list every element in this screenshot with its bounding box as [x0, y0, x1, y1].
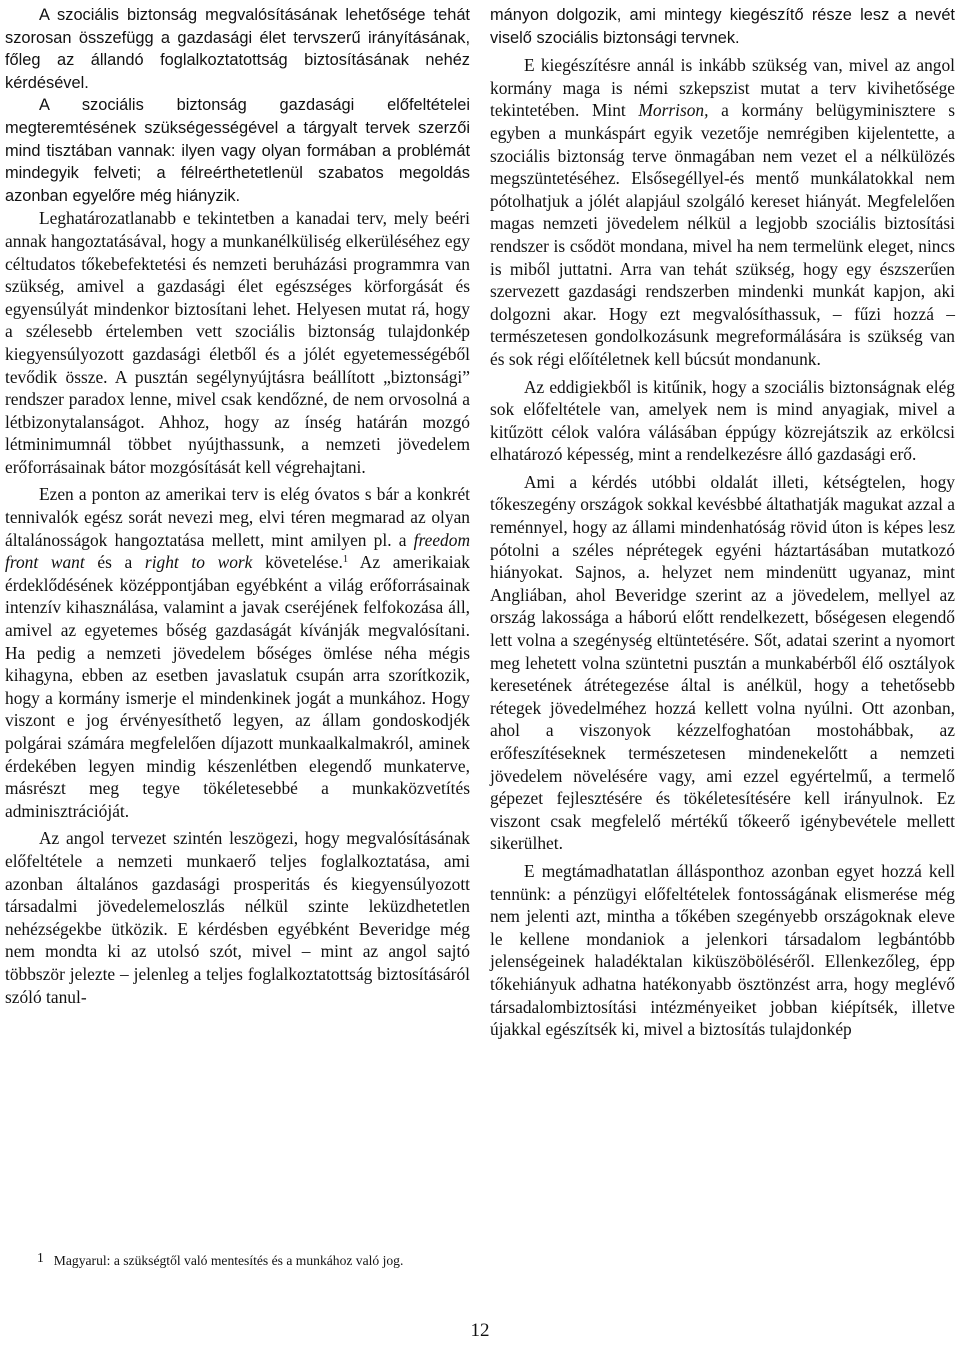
- footnote-text: Magyarul: a szükségtől való mentesítés és a munkához való jog.: [53, 1253, 404, 1268]
- page-number: 12: [470, 1320, 490, 1341]
- paragraph-right-3: Az eddigiekből is kitűnik, hogy a szociális biztonságnak elég sok előfeltétele van, amelyek nem is mind anyagiak, mivel a kitűzött célok valóra válásában éppúgy közrejátszik az erkölcsi elhatározó képesség, mint a rendelkezésre álló gazdasági erő.: [490, 376, 955, 465]
- paragraph-left-4: Az angol tervezet szintén leszögezi, hogy megvalósításának előfeltétele a nemzeti munkaerő teljes foglalkoztatása, ami azonban általános gazdasági prosperitás és kiegyensúlyozott társadalmi jövedelemeloszlás nélkül szinte leküzdhetetlen nehézségekbe ütközik. E kérdésben egyébként Beveridge még nem mondta ki az utolsó szót, mivel – mint az angol sajtó többször jelezte – jelenleg a teljes foglalkoztatottság biztosításáról szóló tanul-: [5, 828, 470, 1007]
- paragraph-left-1b: A szociális biztonság gazdasági előfeltételei megteremtésének szükségességével a tárgyalt tervek szerzői mind tisztában vannak: ilyen vagy olyan formában a problémát mindegyik felveti; a félreérthetetlenül szabatos megoldás azonban egyelőre még hiányzik.: [5, 96, 470, 205]
- paragraph-right-2-text: E kiegészítésre annál is inkább szükség van, mivel az angol kormány maga is némi szkepszist mutat a terv kivihetősége tekintetében. Mint: [490, 55, 955, 121]
- footnote-reference: 1: [342, 554, 349, 566]
- right-text-column: [490, 4, 955, 1041]
- paragraph-right-5: E megtámadhatatlan állásponthoz azonban egyet hozzá kell tennünk: a pénzügyi előfeltételek fontosságának elismerése még nem jelenti azt, mintha a tőkében szegényebb országoknak eleve le kellene mondaniok a jelenkori társadalom legbántóbb jelenségeinek haladéktalan kiküszöböléséről. Ellenkezőleg, épp tőkehiányuk adhatna hatékonyabb ösztönzést arra, hogy meglévő társadalombiztosítási intézményeiket jobban kiépítsék, illetve újakkal egészítsék ki, mivel a biztosítás tulajdonkép: [490, 860, 955, 1040]
- footnote-mark: 1: [37, 1250, 44, 1265]
- paragraph-left-3-italic-1: freedom front want: [5, 529, 470, 573]
- paragraph-right-4: Ami a kérdés utóbbi oldalát illeti, kétségtelen, hogy tőkeszegény országok sokkal kevésbbé áltathatják magukat azzal a reménnyel, hogy az állami mindenhatóság rövid úton is képes lesz pótolni a széles néprétegek egyéni háztartásában mutatkozó hiányokat. Sajnos, a. helyzet nem mindenütt ugyanaz, mint Angliában, ahol Beveridge szerint az a jövedelem, mellyel az ország lakossága a háború előtt rendelkezett, bőségesen elegendő lett volna a szegénység eltüntetésére. Sőt, adatai szerint a nyomort meg lehetett volna szüntetni pusztán a munkabérből élő osztályok keresetének átrétegezése által is anélkül, hogy a tehetősebb rétegek jövedelméhez hozzá kellett volna nyúlni. Ott azonban, ahol a viszonyok kézzelfoghatóan mostohábbak, az erőfeszítéseknek természetesen mindenekelőtt a nemzeti jövedelem növelésére vagy, ami ezzel egyértelmű, a termelő gépezet fejlesztésére és tökéletesítésére kell irányulnok. Ez viszont csak megfelelő mértékű tőkeerő igénybevétele mellett sikerülhet.: [490, 471, 956, 854]
- paragraph-right-2-italic: Morrison,: [638, 100, 709, 121]
- paragraph-left-3-text: követelése.: [252, 552, 343, 573]
- paragraph-left-3-text: Az amerikaiak érdeklődésének középpontjában egyébként a világ erőforrásainak intenzív kihasználása, valamint a javak cseréjének felfokozása áll, amivel az egyetemes bőség gazdaságát kívánják megvalósítani. Ha pedig a nemzeti jövedelem bőséges ömlése néha mégis kihagyna, ebben az esetben javaslatuk csupán arra szorítkozik, hogy a kormány ismerje el mindenkinek jogát a munkához. Hogy viszont e jog érvényesíthető legyen, az állam gondoskodjék polgárai számára megfelelően díjazott munkaalkalmakról, aminek érdekében legyen mindig készenlétben elegendő munkaterve, másrészt meg tegye tökéletesebbé a munkaközvetítés adminisztrációját.: [5, 552, 470, 821]
- paragraph-right-1: mányon dolgozik, ami mintegy kiegészítő része lesz a nevét viselő szociális biztonsági tervnek.: [490, 6, 955, 47]
- left-text-column: [5, 4, 470, 1008]
- footnote: [5, 1248, 470, 1270]
- paragraph-left-2: Leghatározatlanabb e tekintetben a kanadai terv, mely beéri annak hangoztatásával, hogy a munkanélküliség elkerüléséhez egy céltudatos tőkebefektetési és nemzeti beruházási programmra van szükség, amivel a gazdasági élet egészséges körforgását és egyensúlyát mindenkor biztosítani lehet. Helyesen mutat rá, hogy a szélesebb értelemben vett szociális biztonság tulajdonkép kiegyensúlyozott gazdasági életből és a jólét egyetemességéből tevődik össze. A pusztán segélynyújtásra beállított „biztonsági” rendszer paradox lenne, mivel csak kendőzné, de nem orvosolná a létbizonytalanságot. Ahhoz, hogy az ínség határán mozgó létminimumnál többet nyújthassunk, a nemzeti jövedelem erőforrásainak bátor mozgósítását kell végrehajtani.: [5, 208, 470, 477]
- paragraph-left-3-text: és a: [84, 552, 145, 573]
- paragraph-left-1a: A szociális biztonság megvalósításának lehetősége tehát szorosan összefügg a gazdasági élet tervszerű irányításának, főleg az állandó foglalkoztatottság biztosításának nehéz kérdésével.: [5, 6, 470, 92]
- paragraph-right-2: [490, 54, 955, 370]
- paragraph-left-3: [5, 483, 470, 822]
- paragraph-right-2-text: a kormány belügyminisztere s egyben a munkáspárt egyik vezetője nemrégiben kijelentette, a szociális biztonság terve önmagában nem vezet el a nélkülözés megszüntetéséhez. Elsősegéllyel-és mentő munkálatokkal nem pótolhatjuk a jólét alapjául szolgáló kereset hiányát. Megfelelően magas nemzeti jövedelem nélkül a legjobb szociális biztosítási rendszer is csődöt mondana, mivel ha nem termelünk eleget, nincs is miből juttatni. Arra van tehát szükség, hogy egy észszerűen szervezett gazdasági rendszerben mindenki munkát kapjon, aki dolgozni akar. Hogy ezt megvalósíthassuk, – fűzi hozzá – természetesen gondolkozásunk megreformálására is szükség van és sok régi előítéletnek kell búcsút mondanunk.: [490, 100, 955, 369]
- paragraph-left-3-text: Ezen a ponton az amerikai terv is elég óvatos s bár a konkrét tennivalók egész sorát nevezi meg, elvi téren megmarad az olyan általánosságok hangoztatása mellett, mint amilyen pl. a: [5, 484, 470, 550]
- paragraph-left-3-italic-2: right to work: [144, 552, 253, 573]
